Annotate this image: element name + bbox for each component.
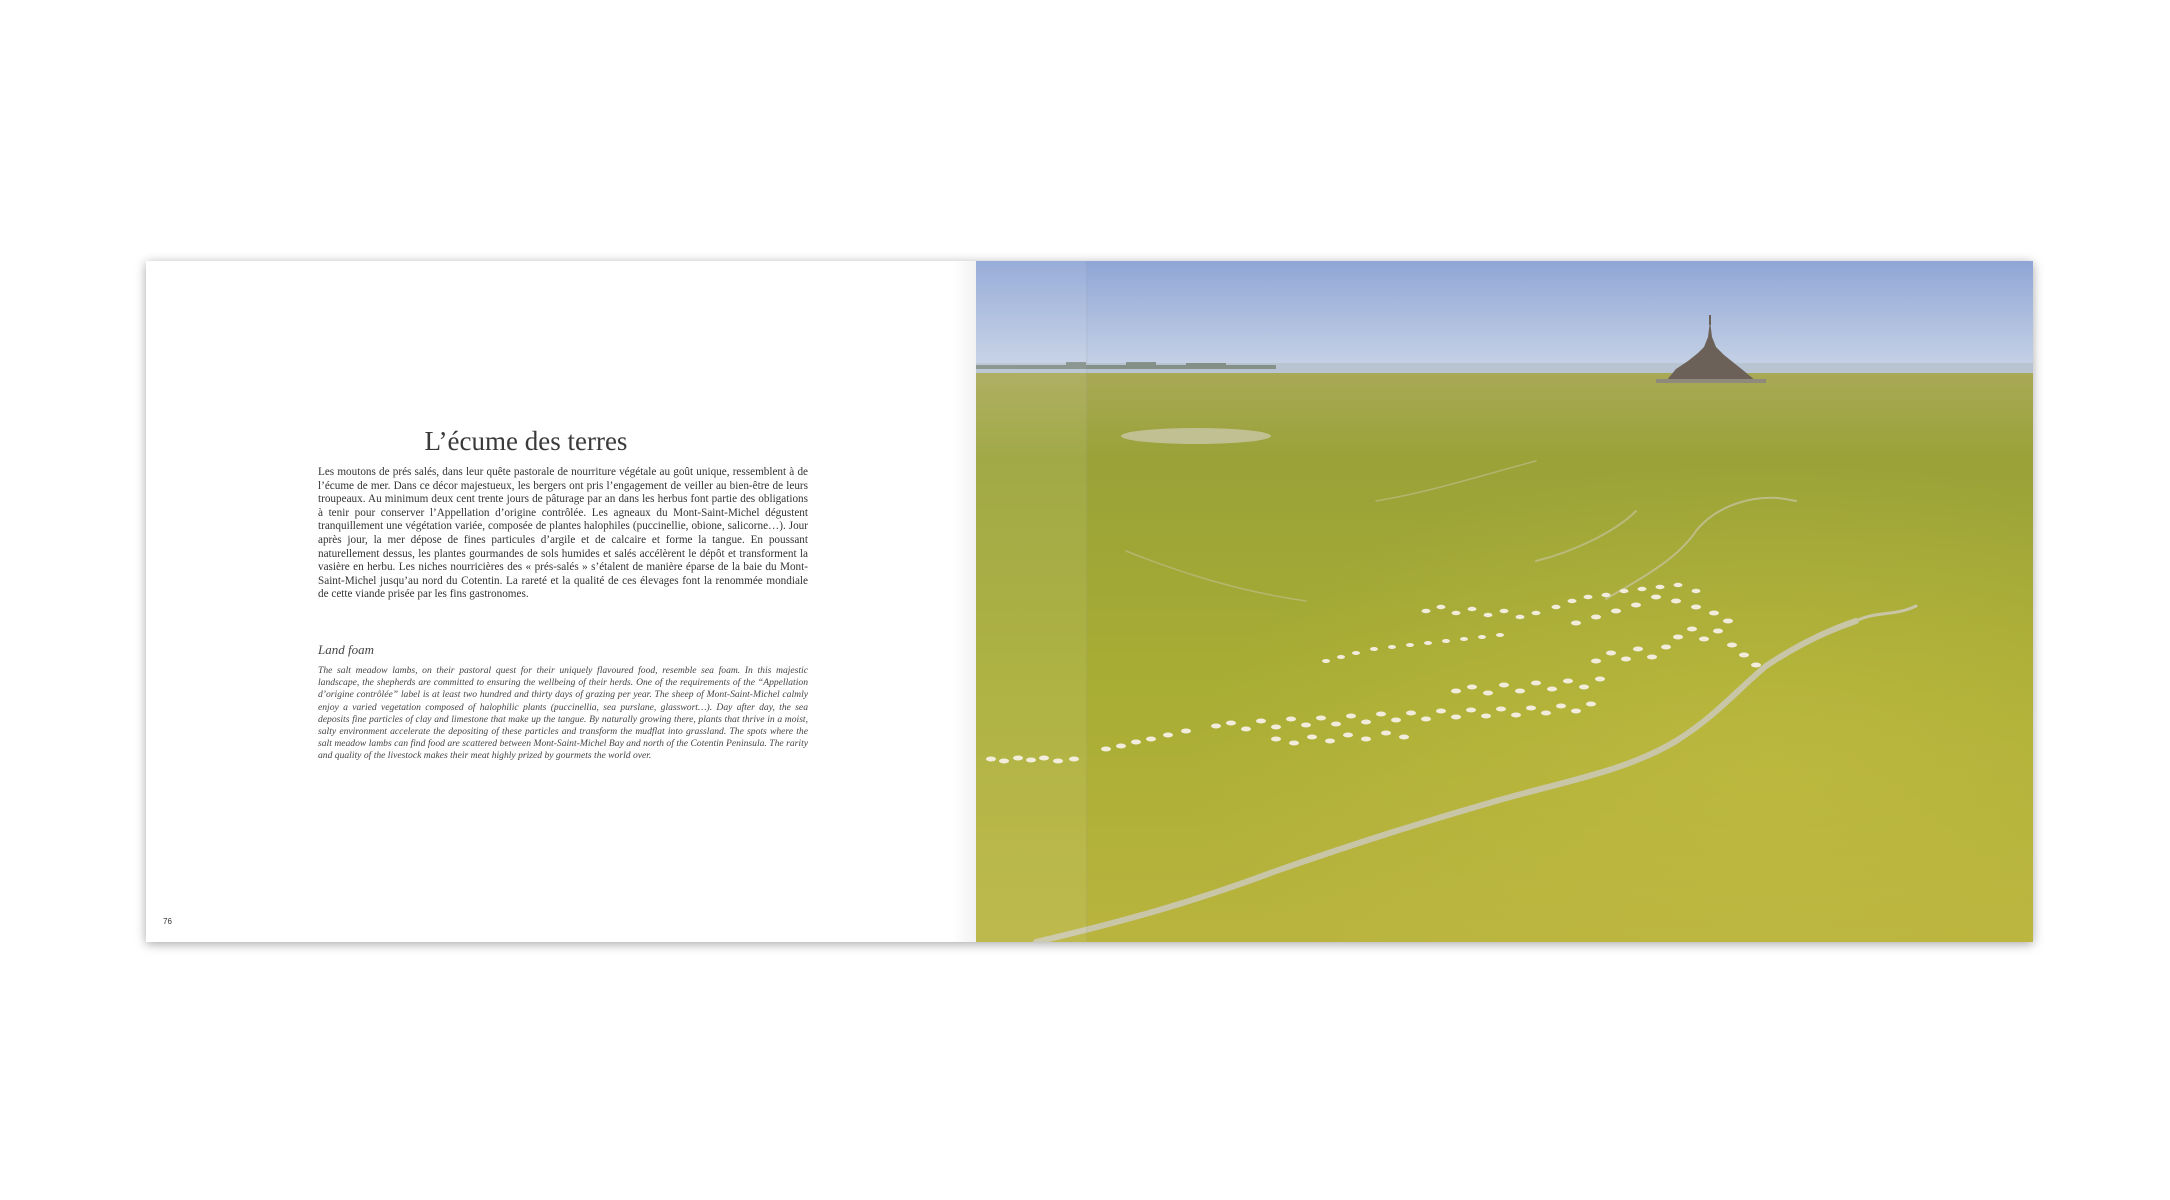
meadow-glow — [976, 373, 2033, 942]
book-spread — [146, 261, 2033, 942]
page-number: 76 — [163, 917, 172, 926]
fold-shading — [976, 261, 1088, 942]
english-body-text: The salt meadow lambs, on their pastoral quest for their uniquely flavoured food, resemble sea foam. In this majestic landscape, the shepherds are committed to ensuring the wellbeing of their herds. One of the requirements of the “Appellation d’origine contrôlée” label is at least two hundred and thirty days of grazing per year. The sheep of Mont-Saint-Michel calmly enjoy a varied vegetation composed of halophilic plants (puccinellia, sea purslane, glasswort…). Day after day, the sea deposits fine particles of clay and limestone that make up the tangue. By naturally growing there, plants that thrive in a moist, salty environment accelerate the depositing of these particles and transform the mudflat into grassland. The spots where the salt meadow lambs can find food are scattered between Mont-Saint-Michel Bay and north of the Cotentin Peninsula. The rarity and quality of the livestock makes their meat highly prized by gourmets the world over. — [318, 665, 808, 762]
sand-patch — [1121, 428, 1271, 444]
page-title: L’écume des terres — [424, 426, 628, 456]
page-gutter-shadow — [952, 261, 976, 942]
left-page — [146, 261, 976, 942]
french-body-text: Les moutons de prés salés, dans leur quête pastorale de nourriture végétale au goût unique, ressemblent à de l’écume de mer. Dans ce décor majestueux, les bergers ont pris l’engagement de veiller au bien-être de leurs troupeaux. Au minimum deux cent trente jours de pâturage par an dans les herbus font partie des obligations à tenir pour conserver l’Appellation d’origine contrôlée. Les agneaux du Mont-Saint-Michel dégustent tranquillement une végétation variée, composée de plantes halophiles (puccinellie, obione, salicorne…). Jour après jour, la mer dépose de fines particules d’argile et de calcaire et forme la tangue. En poussant naturellement dessus, les plantes gourmandes de sols humides et salés accélèrent le dépôt et transforment la vasière en herbu. Les niches nourricières des « prés-salés » s’étalent de manière éparse de la baie du Mont-Saint-Michel jusqu’au nord du Cotentin. La rareté et la qualité de ces élevages font la renommée mondiale de cette viande prisée par les fins gastronomes. — [318, 466, 808, 601]
right-page-photo — [976, 261, 2033, 942]
landscape-photo — [976, 261, 2033, 942]
sky — [976, 261, 2033, 373]
english-heading: Land foam — [318, 642, 374, 657]
